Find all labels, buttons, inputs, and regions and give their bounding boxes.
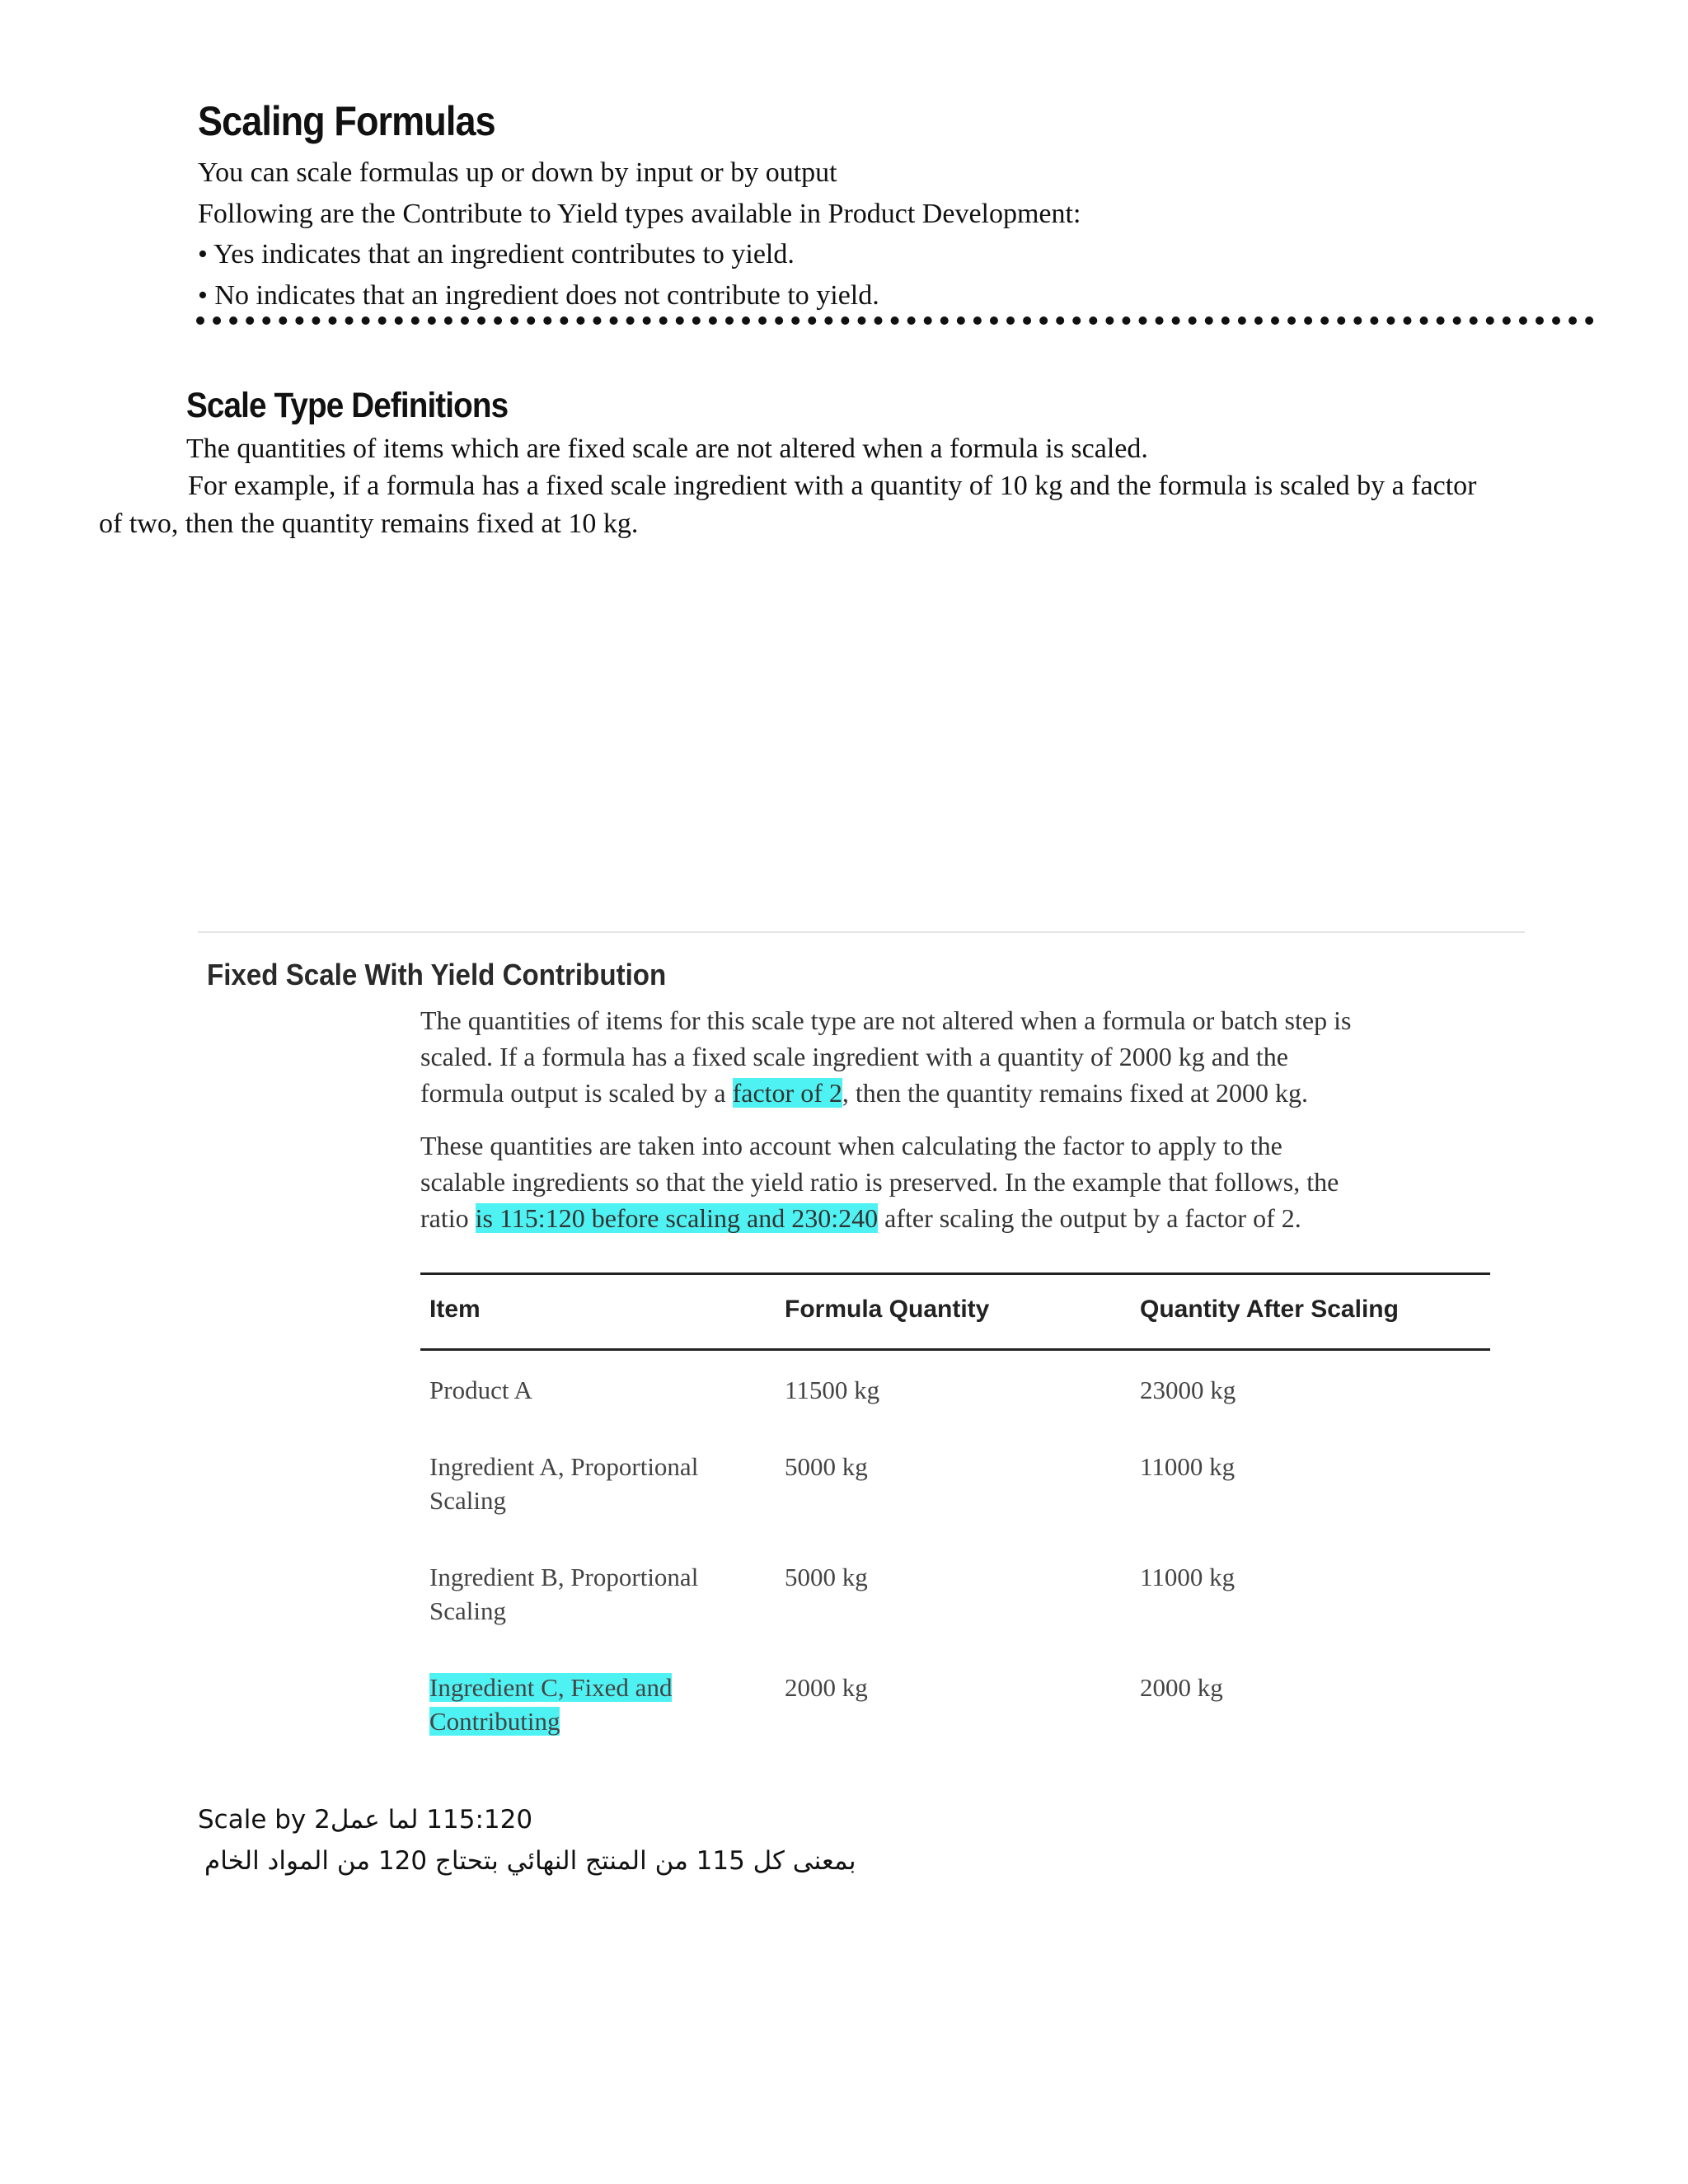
para2-line3 — [420, 1200, 1301, 1236]
table-row-product-a-item: Product A — [429, 1376, 532, 1404]
ingredient-b-item-line1: Ingredient B, Proportional — [429, 1563, 699, 1591]
bullet-no: • No indicates that an ingredient does not contribute to yield. — [198, 280, 879, 311]
para1-line1: The quantities of items for this scale type are not altered when a formula or batch step is — [420, 1005, 1352, 1035]
example-line: For example, if a formula has a fixed scale ingredient with a quantity of 10 kg and the formula is scaled by a factor — [188, 471, 1477, 501]
table-row-ingredient-a-formula: 5000 kg — [785, 1452, 868, 1481]
example-line-cont: of two, then the quantity remains fixed at 10 kg. — [99, 509, 639, 539]
table-row-ingredient-a-item — [429, 1450, 698, 1517]
para1-line2: scaled. If a formula has a fixed scale ingredient with a quantity of 2000 kg and the — [420, 1042, 1288, 1071]
table-row-product-a-after: 23000 kg — [1140, 1376, 1236, 1404]
table-row-ingredient-c-after: 2000 kg — [1140, 1673, 1223, 1702]
highlight-factor: factor of 2 — [732, 1078, 842, 1108]
para2-line1: These quantities are taken into account when calculating the factor to apply to the — [420, 1131, 1282, 1160]
col-header-item: Item — [429, 1296, 481, 1323]
dotted-divider — [196, 316, 1594, 325]
table-row-ingredient-a-after: 11000 kg — [1140, 1452, 1236, 1481]
col-header-formula-quantity: Formula Quantity — [785, 1296, 990, 1323]
bullet-yes: • Yes indicates that an ingredient contributes to yield. — [198, 239, 795, 269]
para2-line2: scalable ingredients so that the yield ratio is preserved. In the example that follows, the — [420, 1167, 1339, 1197]
ingredient-b-item-line2: Scaling — [429, 1596, 506, 1625]
scale-type-definitions-heading: Scale Type Definitions — [186, 386, 509, 425]
para2-line3-post: after scaling the output by a factor of 2. — [878, 1203, 1301, 1233]
table-row-ingredient-b-formula: 5000 kg — [785, 1563, 868, 1591]
col-header-quantity-after-scaling: Quantity After Scaling — [1140, 1296, 1399, 1323]
para1-line3-post: , then the quantity remains fixed at 2000 kg. — [842, 1078, 1309, 1108]
highlight-ratio: is 115:120 before scaling and 230:240 — [475, 1203, 879, 1233]
para1-line3 — [420, 1075, 1308, 1111]
fixed-scale-heading: Fixed Scale With Yield Contribution — [207, 958, 667, 991]
types-line: Following are the Contribute to Yield types available in Product Development: — [198, 199, 1081, 229]
definition-line: The quantities of items which are fixed scale are not altered when a formula is scaled. — [186, 434, 1148, 464]
ingredient-a-item-line2: Scaling — [429, 1486, 506, 1515]
table-top-rule — [420, 1272, 1490, 1275]
para2-line3-pre: ratio — [420, 1203, 476, 1233]
table-header-rule — [420, 1348, 1490, 1351]
scale-note: 115:120 لما عملScale by 2 — [198, 1805, 533, 1835]
screenshot-top-rule — [198, 931, 1525, 933]
para1-line3-pre: formula output is scaled by a — [420, 1078, 733, 1108]
ratio-explanation-note: بمعنى كل 115 من المنتج النهائي بتحتاج 120 من المواد الخام — [204, 1846, 856, 1876]
table-row-ingredient-b-after: 11000 kg — [1140, 1563, 1236, 1591]
scaling-formulas-heading: Scaling Formulas — [198, 98, 495, 144]
table-row-ingredient-b-item — [429, 1560, 698, 1628]
ingredient-c-item-line2: Contributing — [429, 1707, 560, 1736]
table-row-ingredient-c-formula: 2000 kg — [785, 1673, 868, 1702]
table-row-ingredient-c-item — [429, 1671, 672, 1738]
embedded-doc-screenshot — [198, 931, 1525, 1780]
table-row-product-a-formula: 11500 kg — [785, 1376, 880, 1404]
intro-line: You can scale formulas up or down by input or by output — [198, 157, 837, 188]
ingredient-a-item-line1: Ingredient A, Proportional — [429, 1452, 699, 1481]
ingredient-c-item-line1: Ingredient C, Fixed and — [429, 1673, 673, 1702]
